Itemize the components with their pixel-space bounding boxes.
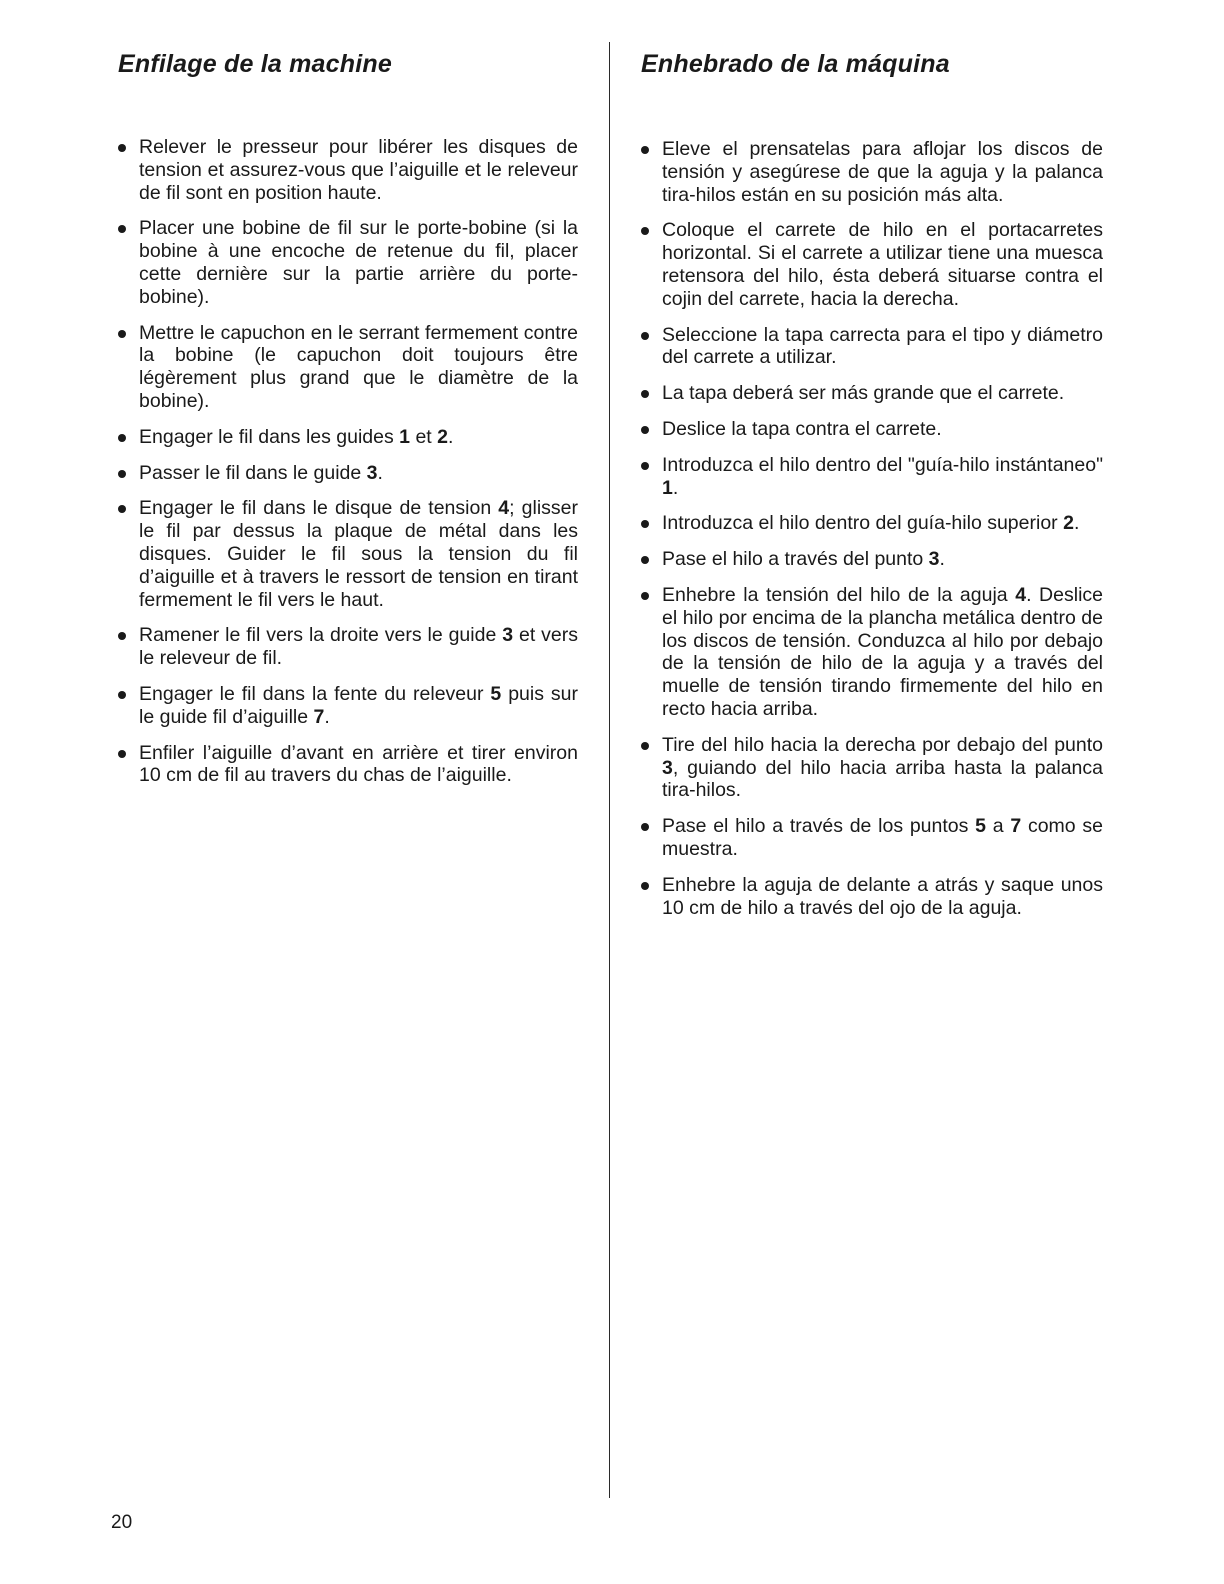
reference-number: 3 [928, 548, 940, 571]
instruction-text: et [410, 425, 438, 448]
page-number: 20 [111, 1512, 133, 1533]
instruction-text: Deslice la tapa contra el carrete. [662, 417, 942, 440]
instruction-item [641, 454, 1103, 500]
spanish-instructions [641, 138, 1103, 932]
instruction-text: Enhebre la tensión del hilo de la aguja [662, 583, 1016, 606]
instruction-text: Eleve el prensatelas para aflojar los discos de tensión y asegúrese de que la aguja y la palanca tira-hilos están en su posición más alta. [662, 138, 1103, 206]
instruction-text: Introduzca el hilo dentro del guía-hilo superior [662, 512, 1064, 535]
instruction-text: . [1073, 512, 1080, 535]
instruction-text: et vers le releveur de fil. [139, 624, 578, 670]
instruction-text: . [377, 461, 383, 484]
instruction-text: . [324, 705, 330, 728]
instruction-item [118, 683, 578, 729]
reference-number: 4 [1015, 583, 1027, 606]
instruction-text: . Deslice el hilo por encima de la plancha metálica dentro de los discos de tensión. Conduzca al hilo por debajo de la tensión de hilo de la aguja y a través del muelle de tensión tirando firmemente del hilo en recto hacia arriba. [662, 583, 1103, 720]
reference-number: 2 [1063, 512, 1074, 535]
instruction-text: como se muestra. [662, 815, 1103, 860]
instruction-item [118, 497, 578, 611]
instruction-text: Seleccione la tapa carrecta para el tipo y diámetro del carrete a utilizar. [662, 323, 1103, 369]
instruction-item [118, 136, 578, 204]
reference-number: 2 [437, 425, 448, 448]
instruction-item [641, 418, 1103, 441]
reference-number: 3 [366, 461, 378, 484]
instruction-text: . [672, 476, 679, 499]
instruction-item [118, 462, 578, 485]
column-divider [609, 42, 610, 1498]
instruction-text: Introduzca el hilo dentro del "guía-hilo instántaneo" [662, 453, 1103, 476]
instruction-text: a [985, 815, 1011, 838]
instruction-item [118, 217, 578, 308]
spanish-title: Enhebrado de la máquina [641, 50, 950, 78]
instruction-text: , guiando del hilo hacia arriba hasta la palanca tira-hilos. [662, 756, 1103, 802]
instruction-text: Engager le fil dans les guides [139, 425, 400, 448]
reference-number: 1 [662, 476, 673, 499]
instruction-item [118, 322, 578, 413]
instruction-item [118, 742, 578, 788]
instruction-item [641, 584, 1103, 721]
reference-number: 1 [399, 425, 411, 448]
instruction-text: . [448, 425, 454, 448]
instruction-text: Placer une bobine de fil sur le porte-bobine (si la bobine à une encoche de retenue du fil, placer cette dernière sur la partie arrière du porte-bobine). [139, 217, 578, 308]
instruction-item [641, 138, 1103, 206]
instruction-item [641, 734, 1103, 802]
french-instructions [118, 136, 578, 800]
instruction-item [641, 548, 1103, 571]
instruction-item [641, 874, 1103, 920]
instruction-text: Enhebre la aguja de delante a atrás y saque unos 10 cm de hilo a través del ojo de la aguja. [662, 873, 1103, 919]
instruction-text: . [939, 548, 945, 571]
instruction-item [641, 382, 1103, 405]
reference-number: 5 [975, 815, 986, 838]
reference-number: 3 [502, 624, 514, 647]
instruction-text: Tire del hilo hacia la derecha por debajo del punto [662, 733, 1103, 756]
instruction-text: Relever le presseur pour libérer les disques de tension et assurez-vous que l’aiguille et le releveur de fil sont en position haute. [139, 136, 578, 204]
instruction-text: Mettre le capuchon en le serrant fermement contre la bobine (le capuchon doit toujours être légèrement plus grand que le diamètre de la bobine). [139, 321, 578, 412]
instruction-text: Coloque el carrete de hilo en el portacarretes horizontal. Si el carrete a utilizar tiene una muesca retensora del hilo, ésta deberá situarse contra el cojin del carrete, hacia la derecha. [662, 219, 1103, 310]
instruction-text: puis sur le guide fil d’aiguille [139, 682, 578, 728]
reference-number: 4 [498, 497, 510, 520]
instruction-item [641, 324, 1103, 370]
french-title: Enfilage de la machine [118, 50, 392, 78]
instruction-item [118, 624, 578, 670]
instruction-text: Passer le fil dans le guide [139, 461, 367, 484]
instruction-text: ; glisser le fil par dessus la plaque de métal dans les disques. Guider le fil sous la tension du fil d’aiguille et à travers le ressort de tension en tirant fermement le fil vers le haut. [139, 497, 578, 611]
reference-number: 7 [1010, 815, 1022, 838]
instruction-text: Enfiler l’aiguille d’avant en arrière et tirer environ 10 cm de fil au travers du chas de l’aiguille. [139, 741, 578, 787]
instruction-text: La tapa deberá ser más grande que el carrete. [662, 382, 1065, 405]
instruction-item [641, 512, 1103, 535]
instruction-item [641, 219, 1103, 310]
instruction-text: Engager le fil dans le disque de tension [139, 497, 499, 520]
instruction-item [641, 815, 1103, 861]
reference-number: 5 [490, 682, 502, 705]
instruction-item [118, 426, 578, 449]
instruction-text: Engager le fil dans la fente du releveur [139, 682, 491, 705]
instruction-text: Pase el hilo a través del punto [662, 548, 929, 571]
reference-number: 7 [313, 705, 325, 728]
instruction-text: Pase el hilo a través de los puntos [662, 815, 976, 838]
instruction-text: Ramener le fil vers la droite vers le guide [139, 624, 503, 647]
reference-number: 3 [662, 756, 673, 779]
